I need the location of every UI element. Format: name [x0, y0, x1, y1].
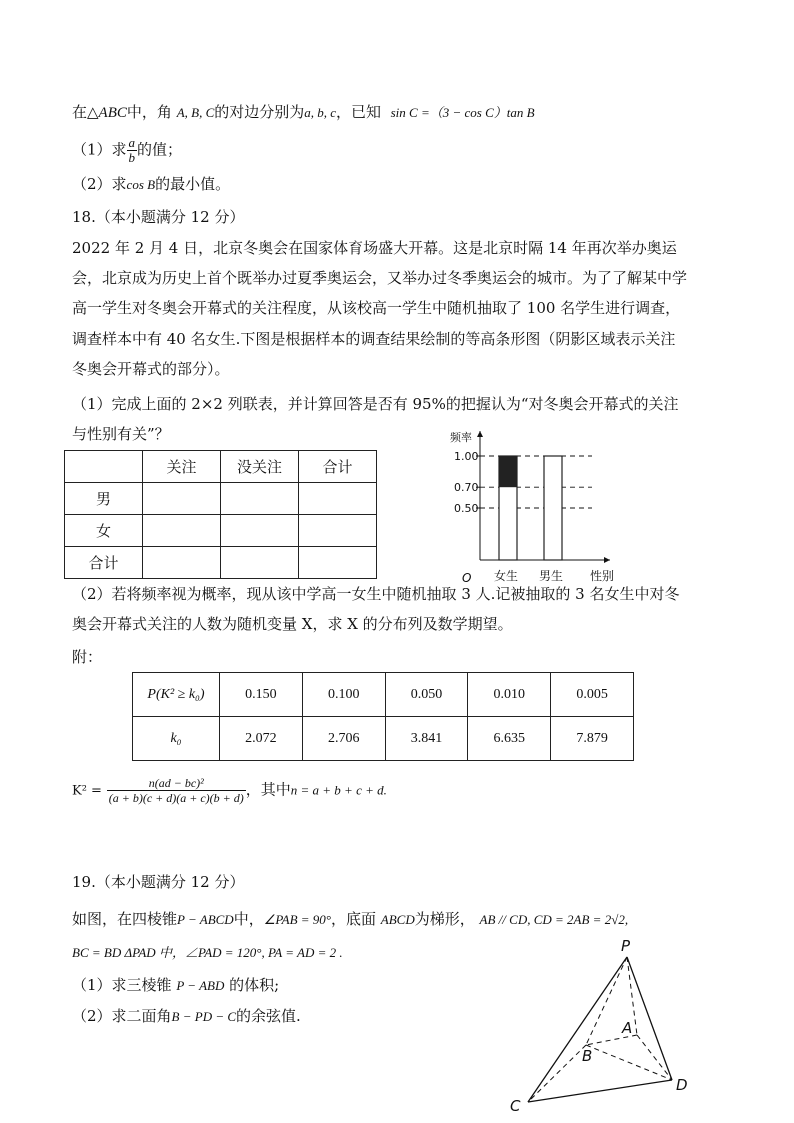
table-header-cell: 关注 — [143, 451, 221, 483]
q17-statement: 在△ABC中，角 A, B, C的对边分别为a, b, c，已知 sin C =（3 − cos C）tan B — [72, 103, 535, 121]
table-cell: 0.050 — [385, 673, 468, 717]
table-cell: 2.706 — [302, 717, 385, 761]
q17-part2: （2）求cos B的最小值。 — [72, 175, 231, 193]
q18-text-line: 2022 年 2 月 4 日，北京冬奥会在国家体育场盛大开幕。这是北京时隔 14 年再次举办奥运 — [72, 239, 677, 257]
x-axis-label: 性别 — [590, 569, 615, 583]
bar-segment-attention — [499, 456, 517, 487]
contingency-table — [64, 450, 377, 579]
q18-text-line: 会，北京成为历史上首个既举办过夏季奥运会，又举办过冬季奥运会的城市。为了了解某中学 — [72, 269, 688, 287]
vertex-label-P: P — [621, 937, 631, 955]
vertex-label-A: A — [622, 1019, 633, 1037]
table-cell: 0.150 — [220, 673, 303, 717]
bar-outline — [544, 456, 562, 560]
table-row — [65, 515, 377, 547]
table-cell: 6.635 — [468, 717, 551, 761]
table-cell: 2.072 — [220, 717, 303, 761]
y-axis-label: 频率 — [450, 431, 472, 444]
table-row — [65, 483, 377, 515]
row-label: P(K² ≥ k₀) — [133, 673, 220, 717]
x-tick-label: 女生 — [494, 569, 519, 583]
table-cell — [299, 515, 377, 547]
q18-header: 18.（本小题满分 12 分） — [72, 208, 245, 226]
q17-part1: （1）求 $\frac{a}{b}$ 的值； — [72, 135, 183, 165]
y-axis-arrow — [477, 431, 483, 437]
q18-part1-line1: （1）完成上面的 2×2 列联表，并计算回答是否有 95%的把握认为“对冬奥会开幕式的关注 — [72, 395, 679, 413]
appendix-label: 附： — [72, 648, 103, 666]
x-tick-label: 男生 — [539, 569, 564, 583]
table-cell: 3.841 — [385, 717, 468, 761]
row-label: k₀ — [133, 717, 220, 761]
table-cell — [221, 515, 299, 547]
y-tick-label: 0.50 — [454, 502, 479, 515]
edge-PC — [528, 957, 627, 1102]
q18-part2-line1: （2）若将频率视为概率，现从该中学高一女生中随机抽取 3 人.记被抽取的 3 名女生中对冬 — [72, 585, 680, 603]
table-header-cell: 合计 — [299, 451, 377, 483]
table-row — [133, 717, 634, 761]
table-cell — [221, 483, 299, 515]
table-cell: 0.005 — [551, 673, 634, 717]
q17-formula: sin C =（3 − cos C）tan B — [390, 105, 535, 120]
q19-part1: （1）求三棱锥 P − ABD 的体积; — [72, 976, 280, 994]
pyramid-figure — [500, 935, 700, 1115]
table-cell — [143, 483, 221, 515]
table-cell: 7.879 — [551, 717, 634, 761]
vertex-label-D: D — [676, 1076, 688, 1094]
stacked-bar-chart — [440, 425, 630, 585]
table-header-cell — [65, 451, 143, 483]
table-cell — [143, 547, 221, 579]
vertex-label-C: C — [510, 1097, 521, 1115]
table-cell: 0.010 — [468, 673, 551, 717]
q18-text-line: 高一学生对冬奥会开幕式的关注程度，从该校高一学生中随机抽取了 100 名学生进行调查， — [72, 299, 681, 317]
edge-BD — [586, 1045, 672, 1080]
x-axis-arrow — [604, 557, 610, 563]
table-cell — [221, 547, 299, 579]
critical-value-table — [132, 672, 634, 761]
table-cell — [299, 483, 377, 515]
q19-part2: （2）求二面角B − PD − C的余弦值. — [72, 1007, 301, 1025]
row-label: 女 — [65, 515, 143, 547]
y-tick-label: 0.70 — [454, 481, 479, 495]
q19-statement-line1: 如图，在四棱锥P − ABCD中，∠PAB = 90°，底面 ABCD为梯形， AB // CD, CD = 2AB = 2√2, — [72, 910, 629, 928]
table-cell — [143, 515, 221, 547]
fraction-a-over-b: $\frac{a}{b}$ — [128, 135, 136, 165]
q18-part1-line2: 与性别有关”？ — [72, 425, 170, 443]
edge-PD — [627, 957, 672, 1080]
table-row — [133, 673, 634, 717]
q19-header: 19.（本小题满分 12 分） — [72, 873, 245, 891]
k2-formula: K² = $\frac{\text{n(ad − bc)²}}{(a + b)(c + d)(a + c)(b + d)}$ ，其中n = a + b + c + d. — [72, 776, 387, 805]
table-header-cell: 没关注 — [221, 451, 299, 483]
edge-BC — [528, 1045, 586, 1102]
edge-CD — [528, 1080, 672, 1102]
y-tick-label: 1.00 — [454, 450, 479, 463]
q19-statement-line2: BC = BD ΔPAD 中，∠PAD = 120°, PA = AD = 2 . — [72, 945, 343, 960]
table-cell — [299, 547, 377, 579]
row-label: 男 — [65, 483, 143, 515]
q18-text-line: 冬奥会开幕式的部分）。 — [72, 360, 230, 378]
edge-PB — [586, 957, 627, 1045]
table-row — [65, 547, 377, 579]
table-cell: 0.100 — [302, 673, 385, 717]
row-label: 合计 — [65, 547, 143, 579]
q18-text-line: 调查样本中有 40 名女生.下图是根据样本的调查结果绘制的等高条形图（阴影区域表示关注 — [72, 330, 676, 348]
vertex-label-B: B — [582, 1047, 593, 1065]
origin-label: O — [462, 571, 472, 585]
q18-part2-line2: 奥会开幕式关注的人数为随机变量 X，求 X 的分布列及数学期望。 — [72, 615, 513, 633]
